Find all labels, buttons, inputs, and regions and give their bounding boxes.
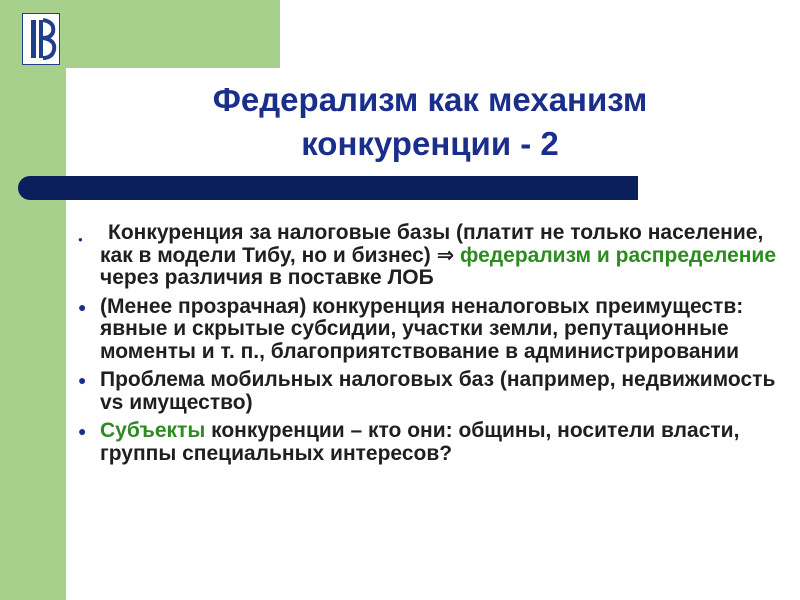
bullet-item bbox=[78, 296, 778, 364]
bullet-icon: ● bbox=[78, 298, 87, 315]
title-divider-bar bbox=[18, 176, 638, 200]
bullet-list bbox=[78, 222, 778, 471]
highlight-text: федерализм и распределение bbox=[460, 243, 777, 267]
bullet-icon: ● bbox=[78, 235, 83, 244]
bullet-item bbox=[78, 222, 778, 290]
hse-logo-icon bbox=[22, 13, 60, 65]
arrow-icon: ⇒ bbox=[436, 243, 455, 267]
left-green-panel bbox=[0, 0, 66, 600]
bullet-item bbox=[78, 420, 778, 465]
bullet-text: Проблема мобильных налоговых баз (например, недвижимость vs имущество) bbox=[100, 368, 776, 414]
bullet-item bbox=[78, 369, 778, 414]
bullet-icon: ● bbox=[78, 423, 87, 439]
bullet-text-tail: через различия в поставке ЛОБ bbox=[100, 266, 434, 289]
slide-title: Федерализм как механизм конкуренции - 2 bbox=[212, 81, 648, 162]
bullet-text: Конкуренция за налоговые базы (платит не только население, как в модели Тибу, но и бизнес) bbox=[100, 221, 764, 267]
bullet-icon: ● bbox=[78, 372, 87, 388]
highlight-text: Субъекты bbox=[100, 419, 206, 442]
bullet-text: (Менее прозрачная) конкуренция неналоговых преимуществ: явные и скрытые субсидии, участки земли, репутационные моменты и т. п., благоприятствование в администрировании bbox=[100, 294, 744, 363]
bullet-text-tail: конкуренции – кто они: общины, носители власти, группы специальных интересов? bbox=[100, 419, 740, 465]
